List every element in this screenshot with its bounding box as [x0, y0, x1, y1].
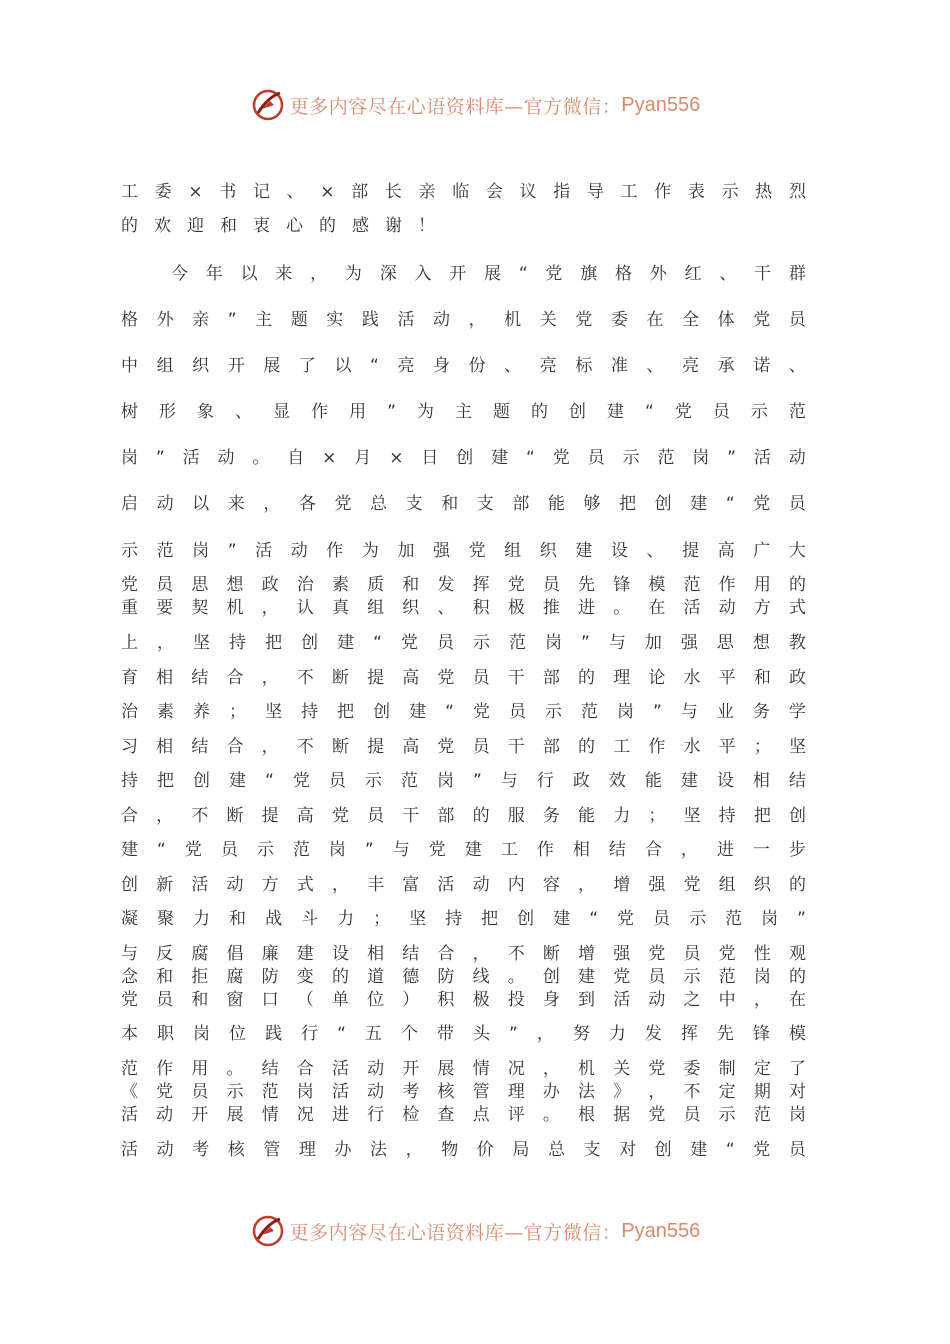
text-line: 习 相 结 合 ， 不 断 提 高 党 员 干 部 的 工 作 水 平 ； 坚	[121, 737, 806, 757]
text-line: 党 员 思 想 政 治 素 质 和 发 挥 党 员 先 锋 模 范 作 用 的	[121, 575, 806, 595]
wechat-id: Pyan556	[621, 1219, 701, 1242]
footer-banner	[0, 1211, 950, 1251]
text-line: 治 素 养 ； 坚 持 把 创 建 “ 党 员 示 范 岗 ” 与 业 务 学	[121, 702, 806, 722]
text-line: 持 把 创 建 “ 党 员 示 范 岗 ” 与 行 政 效 能 建 设 相 结	[121, 771, 806, 791]
text-line: 工 委 × 书 记 、 × 部 长 亲 临 会 议 指 导 工 作 表 示 热 烈	[121, 182, 806, 202]
pen-logo-icon	[250, 1213, 286, 1249]
text-line: 树 形 象 、 显 作 用 ” 为 主 题 的 创 建 “ 党 员 示 范	[121, 402, 806, 422]
text-line: 活 动 开 展 情 况 进 行 检 查 点 评 。 根 据 党 员 示 范 岗	[121, 1105, 806, 1125]
text-line: 的 欢 迎 和 衷 心 的 感 谢 ！	[121, 216, 435, 236]
banner-text: 更多内容尽在心语资料库—官方微信：	[289, 1221, 622, 1244]
text-line: 凝 聚 力 和 战 斗 力 ； 坚 持 把 创 建 “ 党 员 示 范 岗 ”	[121, 909, 806, 929]
text-line: 格 外 亲 ” 主 题 实 践 活 动 ， 机 关 党 委 在 全 体 党 员	[121, 310, 806, 330]
text-line: 本 职 岗 位 践 行 “ 五 个 带 头 ” ， 努 力 发 挥 先 锋 模	[121, 1024, 806, 1044]
text-line: 与 反 腐 倡 廉 建 设 相 结 合 ， 不 断 增 强 党 员 党 性 观	[121, 944, 806, 964]
text-line: 示 范 岗 ” 活 动 作 为 加 强 党 组 织 建 设 、 提 高 广 大	[121, 541, 806, 561]
text-line: 念 和 拒 腐 防 变 的 道 德 防 线 。 创 建 党 员 示 范 岗 的	[121, 967, 806, 987]
text-line: 岗 ” 活 动 。 自 × 月 × 日 创 建 “ 党 员 示 范 岗 ” 活 动	[121, 448, 806, 468]
text-line: 建 “ 党 员 示 范 岗 ” 与 党 建 工 作 相 结 合 ， 进 一 步	[121, 840, 806, 860]
text-line: 合 ， 不 断 提 高 党 员 干 部 的 服 务 能 力 ； 坚 持 把 创	[121, 806, 806, 826]
text-line: 《 党 员 示 范 岗 活 动 考 核 管 理 办 法 》 ， 不 定 期 对	[121, 1082, 806, 1102]
wechat-id: Pyan556	[621, 93, 701, 116]
text-line: 活 动 考 核 管 理 办 法 ， 物 价 局 总 支 对 创 建 “ 党 员	[121, 1140, 806, 1160]
text-line: 创 新 活 动 方 式 ， 丰 富 活 动 内 容 ， 增 强 党 组 织 的	[121, 875, 806, 895]
text-line: 育 相 结 合 ， 不 断 提 高 党 员 干 部 的 理 论 水 平 和 政	[121, 668, 806, 688]
text-line: 党 员 和 窗 口 （ 单 位 ） 积 极 投 身 到 活 动 之 中 ， 在	[121, 990, 806, 1010]
text-line: 范 作 用 。 结 合 活 动 开 展 情 况 ， 机 关 党 委 制 定 了	[121, 1059, 806, 1079]
text-line: 上 ， 坚 持 把 创 建 “ 党 员 示 范 岗 ” 与 加 强 思 想 教	[121, 633, 806, 653]
text-line: 重 要 契 机 ， 认 真 组 织 、 积 极 推 进 。 在 活 动 方 式	[121, 598, 806, 618]
text-line: 今 年 以 来 ， 为 深 入 开 展 “ 党 旗 格 外 红 、 干 群	[171, 264, 806, 284]
text-line: 启 动 以 来 ， 各 党 总 支 和 支 部 能 够 把 创 建 “ 党 员	[121, 494, 806, 514]
banner-text: 更多内容尽在心语资料库—官方微信：	[289, 95, 622, 118]
text-line: 中 组 织 开 展 了 以 “ 亮 身 份 、 亮 标 准 、 亮 承 诺 、	[121, 356, 806, 376]
header-banner	[0, 85, 950, 125]
pen-logo-icon	[250, 87, 286, 123]
